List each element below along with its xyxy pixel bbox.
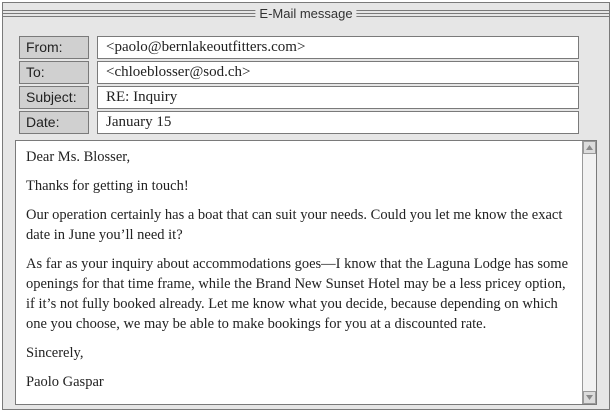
closing: Sincerely, (26, 345, 84, 361)
vertical-scrollbar[interactable] (582, 141, 596, 404)
from-row (19, 36, 591, 59)
date-field[interactable]: January 15 (97, 111, 579, 134)
window-title: E-Mail message (255, 6, 356, 22)
body-paragraph: As far as your inquiry about accommodations goes—I know that the Laguna Lodge has some openings for that time frame, while the Brand New Sunset Hotel may be a less pricey option, if it’s not fully booked already. Let me know what you decide, because depending on which one you choose, we may be able to make bookings for you at a discounted rate. (26, 256, 569, 332)
email-window (2, 2, 610, 410)
scroll-up-button[interactable] (583, 141, 596, 154)
triangle-up-icon (585, 144, 594, 151)
triangle-down-icon (585, 394, 594, 401)
to-label: To: (19, 61, 89, 84)
from-field[interactable]: <paolo@bernlakeoutfitters.com> (97, 36, 579, 59)
body-paragraph: Our operation certainly has a boat that can suit your needs. Could you let me know the exact date in June you’ll need it? (26, 207, 563, 243)
body-paragraph: Thanks for getting in touch! (26, 178, 189, 194)
subject-row (19, 86, 591, 109)
from-label: From: (19, 36, 89, 59)
to-row (19, 61, 591, 84)
subject-field[interactable]: RE: Inquiry (97, 86, 579, 109)
to-field[interactable]: <chloeblosser@sod.ch> (97, 61, 579, 84)
date-row (19, 111, 591, 134)
date-label: Date: (19, 111, 89, 134)
scroll-down-button[interactable] (583, 391, 596, 404)
subject-label: Subject: (19, 86, 89, 109)
salutation: Dear Ms. Blosser, (26, 149, 131, 165)
title-bar (3, 3, 609, 25)
message-body[interactable] (15, 140, 597, 405)
signature-name: Paolo Gaspar (26, 374, 104, 390)
message-text (26, 147, 574, 401)
